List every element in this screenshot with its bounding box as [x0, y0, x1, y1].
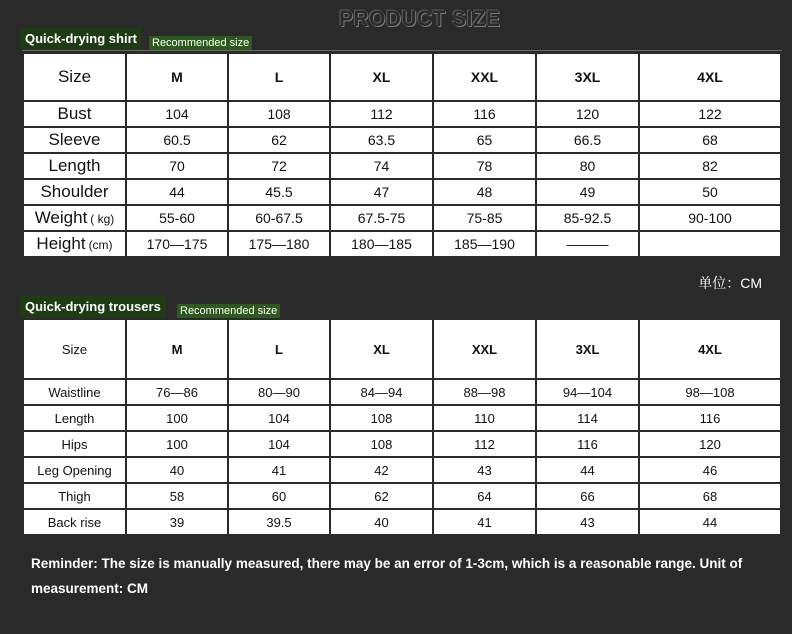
table-cell: 41: [433, 509, 536, 535]
row-label: Length: [23, 153, 126, 179]
table-cell: 43: [433, 457, 536, 483]
trousers-size-table: [22, 318, 782, 536]
trousers-row-length: [23, 405, 781, 431]
table-cell: 62: [330, 483, 433, 509]
table-cell: 108: [330, 431, 433, 457]
shirt-size-l: L: [228, 53, 330, 101]
trousers-section-heading: Quick-drying trousers: [20, 296, 166, 318]
table-cell: 82: [639, 153, 781, 179]
shirt-heading-underline: [22, 50, 782, 51]
table-cell: 100: [126, 405, 228, 431]
table-cell: ———: [536, 231, 639, 257]
shirt-size-3xl: 3XL: [536, 53, 639, 101]
table-cell: 46: [639, 457, 781, 483]
table-cell: 104: [126, 101, 228, 127]
table-cell: [639, 231, 781, 257]
table-cell: 108: [330, 405, 433, 431]
row-label: [23, 231, 126, 257]
table-cell: 40: [126, 457, 228, 483]
table-cell: 180—185: [330, 231, 433, 257]
table-cell: 90-100: [639, 205, 781, 231]
trousers-row-back-rise: [23, 509, 781, 535]
table-cell: 120: [639, 431, 781, 457]
row-label: Back rise: [23, 509, 126, 535]
shirt-section-heading: Quick-drying shirt: [20, 28, 142, 50]
table-cell: 60-67.5: [228, 205, 330, 231]
table-cell: 63.5: [330, 127, 433, 153]
row-label-text: Height: [36, 234, 86, 253]
table-cell: 170—175: [126, 231, 228, 257]
table-cell: 94—104: [536, 379, 639, 405]
shirt-size-4xl: 4XL: [639, 53, 781, 101]
row-label: Leg Opening: [23, 457, 126, 483]
table-cell: 47: [330, 179, 433, 205]
table-cell: 44: [536, 457, 639, 483]
table-cell: 78: [433, 153, 536, 179]
table-cell: 67.5-75: [330, 205, 433, 231]
shirt-row-bust: [23, 101, 781, 127]
table-cell: 74: [330, 153, 433, 179]
table-cell: 175—180: [228, 231, 330, 257]
shirt-row-height: [23, 231, 781, 257]
table-cell: 88—98: [433, 379, 536, 405]
row-unit: ( kg): [90, 212, 115, 226]
page-title: PRODUCT SIZE: [339, 6, 501, 31]
table-cell: 85-92.5: [536, 205, 639, 231]
table-cell: 84—94: [330, 379, 433, 405]
shirt-row-length: [23, 153, 781, 179]
table-cell: 60.5: [126, 127, 228, 153]
table-cell: 39: [126, 509, 228, 535]
trousers-row-hips: [23, 431, 781, 457]
row-label: Sleeve: [23, 127, 126, 153]
table-cell: 68: [639, 127, 781, 153]
table-cell: 66: [536, 483, 639, 509]
table-cell: 65: [433, 127, 536, 153]
table-cell: 112: [433, 431, 536, 457]
trousers-size-xl: XL: [330, 319, 433, 379]
row-unit: (cm): [88, 238, 113, 252]
shirt-row-sleeve: [23, 127, 781, 153]
table-cell: 108: [228, 101, 330, 127]
table-cell: 116: [433, 101, 536, 127]
table-cell: 72: [228, 153, 330, 179]
row-label: Shoulder: [23, 179, 126, 205]
trousers-row-leg-opening: [23, 457, 781, 483]
table-cell: 120: [536, 101, 639, 127]
table-cell: 70: [126, 153, 228, 179]
trousers-recommended-size-tag: Recommended size: [177, 304, 280, 319]
table-cell: 39.5: [228, 509, 330, 535]
trousers-size-l: L: [228, 319, 330, 379]
row-label: [23, 205, 126, 231]
table-cell: 62: [228, 127, 330, 153]
table-cell: 80: [536, 153, 639, 179]
trousers-header-row: [23, 319, 781, 379]
shirt-size-xxl: XXL: [433, 53, 536, 101]
table-cell: 80—90: [228, 379, 330, 405]
table-cell: 116: [639, 405, 781, 431]
table-cell: 110: [433, 405, 536, 431]
table-cell: 50: [639, 179, 781, 205]
shirt-row-shoulder: [23, 179, 781, 205]
trousers-row-thigh: [23, 483, 781, 509]
table-cell: 116: [536, 431, 639, 457]
row-label: Thigh: [23, 483, 126, 509]
row-label-text: Weight: [34, 208, 88, 227]
table-cell: 49: [536, 179, 639, 205]
table-cell: 44: [126, 179, 228, 205]
table-cell: 76—86: [126, 379, 228, 405]
table-cell: 44: [639, 509, 781, 535]
table-cell: 43: [536, 509, 639, 535]
table-cell: 41: [228, 457, 330, 483]
trousers-size-4xl: 4XL: [639, 319, 781, 379]
shirt-size-m: M: [126, 53, 228, 101]
trousers-size-m: M: [126, 319, 228, 379]
table-cell: 112: [330, 101, 433, 127]
table-cell: 58: [126, 483, 228, 509]
shirt-size-xl: XL: [330, 53, 433, 101]
shirt-header-row: [23, 53, 781, 101]
table-cell: 42: [330, 457, 433, 483]
table-cell: 104: [228, 431, 330, 457]
row-label: Hips: [23, 431, 126, 457]
row-label: Waistline: [23, 379, 126, 405]
row-label: Length: [23, 405, 126, 431]
table-cell: 66.5: [536, 127, 639, 153]
row-label: Bust: [23, 101, 126, 127]
unit-note: 单位：CM: [698, 275, 762, 291]
trousers-size-3xl: 3XL: [536, 319, 639, 379]
table-cell: 68: [639, 483, 781, 509]
table-cell: 114: [536, 405, 639, 431]
table-cell: 48: [433, 179, 536, 205]
trousers-size-header: Size: [23, 319, 126, 379]
table-cell: 60: [228, 483, 330, 509]
shirt-size-header: Size: [23, 53, 126, 101]
table-cell: 122: [639, 101, 781, 127]
trousers-size-xxl: XXL: [433, 319, 536, 379]
table-cell: 55-60: [126, 205, 228, 231]
table-cell: 40: [330, 509, 433, 535]
shirt-row-weight: [23, 205, 781, 231]
trousers-row-waistline: [23, 379, 781, 405]
table-cell: 185—190: [433, 231, 536, 257]
table-cell: 75-85: [433, 205, 536, 231]
shirt-size-table: [22, 52, 782, 258]
table-cell: 45.5: [228, 179, 330, 205]
shirt-recommended-size-tag: Recommended size: [149, 36, 252, 51]
table-cell: 100: [126, 431, 228, 457]
table-cell: 64: [433, 483, 536, 509]
table-cell: 104: [228, 405, 330, 431]
table-cell: 98—108: [639, 379, 781, 405]
reminder-note: Reminder: The size is manually measured, there may be an error of 1-3cm, which is a reasonable range. Unit of measurement: CM: [31, 556, 743, 596]
